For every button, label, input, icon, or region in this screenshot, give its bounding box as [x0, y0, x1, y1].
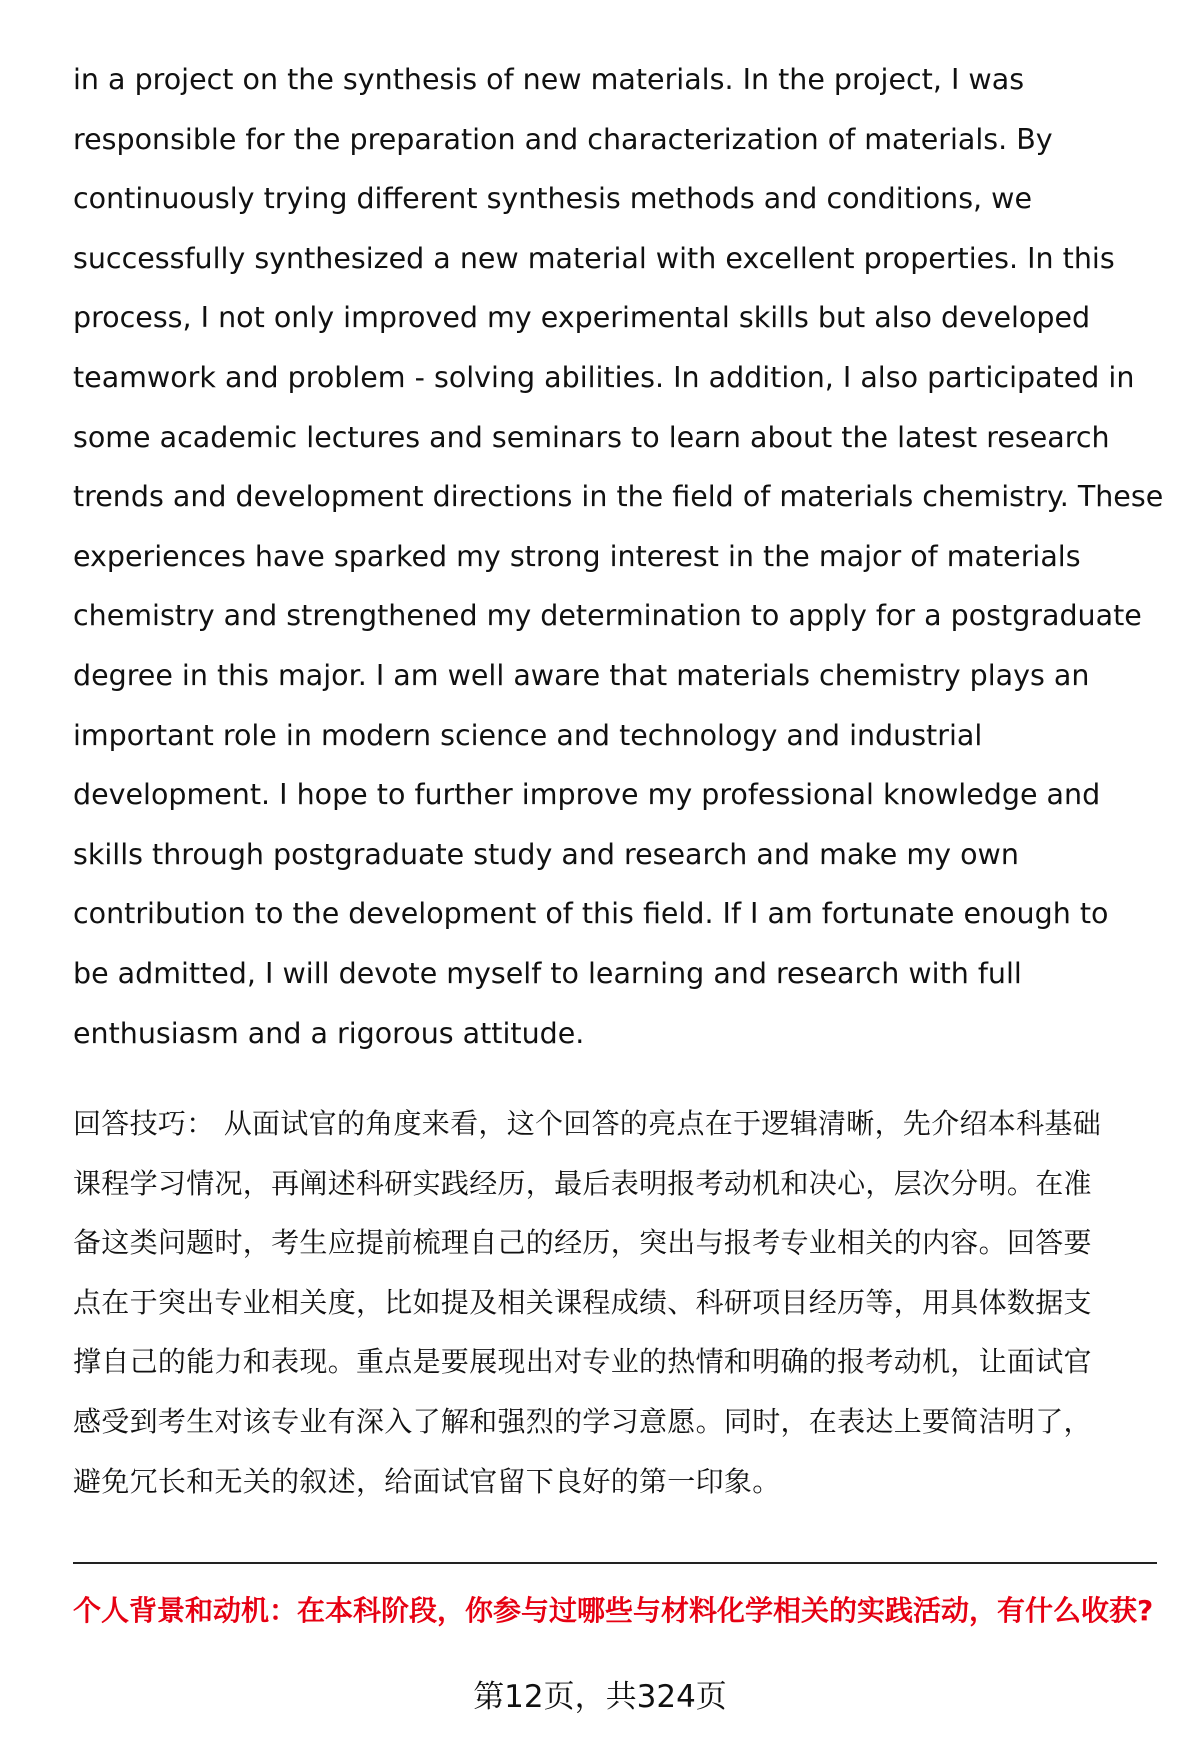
text-line: be admitted, I will devote myself to learning and research with full	[73, 956, 1022, 990]
text-line: skills through postgraduate study and research and make my own	[73, 837, 1019, 871]
next-question-heading: 个人背景和动机：在本科阶段，你参与过哪些与材料化学相关的实践活动，有什么收获?	[73, 1594, 1154, 1627]
text-line: enthusiasm and a rigorous attitude.	[73, 1016, 585, 1050]
text-line: chemistry and strengthened my determination to apply for a postgraduate	[73, 599, 1142, 633]
text-line: development. I hope to further improve my professional knowledge and	[73, 778, 1101, 812]
page-number: 第12页，共324页	[473, 1679, 727, 1715]
text-line: important role in modern science and technology and industrial	[73, 718, 983, 752]
text-line: some academic lectures and seminars to learn about the latest research	[73, 420, 1110, 454]
tips-line: 撑自己的能力和表现。重点是要展现出对专业的热情和明确的报考动机，让面试官	[73, 1345, 1092, 1379]
text-line: process, I not only improved my experimental skills but also developed	[73, 301, 1091, 335]
text-line: successfully synthesized a new material with excellent properties. In this	[73, 241, 1115, 275]
tips-line: 回答技巧： 从面试官的角度来看，这个回答的亮点在于逻辑清晰，先介绍本科基础	[73, 1107, 1102, 1140]
answer-paragraph	[73, 50, 1173, 1063]
text-line: continuously trying different synthesis methods and conditions, we	[73, 182, 1033, 216]
tips-line: 感受到考生对该专业有深入了解和强烈的学习意愿。同时，在表达上要简洁明了，	[73, 1404, 1092, 1438]
text-line: trends and development directions in the field of materials chemistry. These	[73, 480, 1164, 514]
tips-line: 避免冗长和无关的叙述，给面试官留下良好的第一印象。	[73, 1464, 781, 1498]
tips-line: 备这类问题时，考生应提前梳理自己的经历，突出与报考专业相关的内容。回答要	[73, 1226, 1092, 1260]
section-divider	[73, 1562, 1157, 1564]
text-line: in a project on the synthesis of new materials. In the project, I was	[73, 63, 1025, 96]
tips-line: 课程学习情况，再阐述科研实践经历，最后表明报考动机和决心，层次分明。在准	[73, 1166, 1092, 1200]
answer-tips-paragraph	[73, 1094, 1173, 1511]
text-line: experiences have sparked my strong interest in the major of materials	[73, 539, 1081, 573]
text-line: degree in this major. I am well aware that materials chemistry plays an	[73, 658, 1090, 692]
text-line: teamwork and problem - solving abilities. In addition, I also participated in	[73, 360, 1135, 394]
tips-line: 点在于突出专业相关度，比如提及相关课程成绩、科研项目经历等，用具体数据支	[73, 1285, 1092, 1319]
text-line: contribution to the development of this field. If I am fortunate enough to	[73, 897, 1109, 931]
text-line: responsible for the preparation and characterization of materials. By	[73, 122, 1053, 156]
